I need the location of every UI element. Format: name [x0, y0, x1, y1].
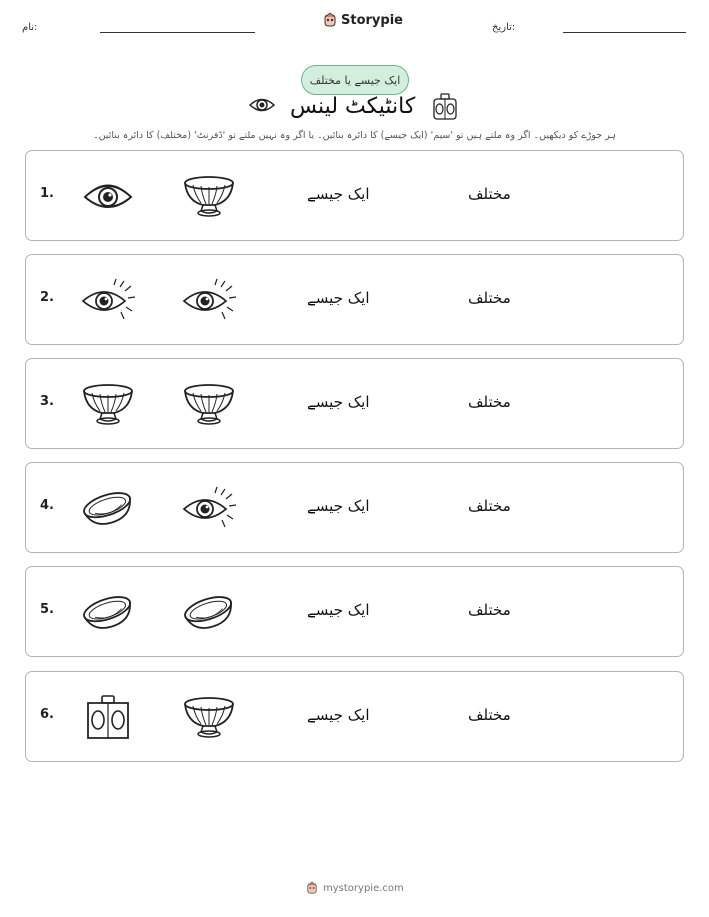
storypie-mascot-icon	[323, 12, 337, 28]
footer-url[interactable]: mystorypie.com	[323, 882, 404, 894]
bowl-icon	[181, 381, 237, 427]
same-option[interactable]: ایک جیسے	[307, 601, 370, 619]
worksheet-type-badge: ایک جیسے یا مختلف	[301, 65, 409, 95]
storypie-mascot-icon	[306, 881, 318, 895]
bowl-icon	[80, 381, 136, 427]
exercise-row	[25, 671, 684, 762]
same-option[interactable]: ایک جیسے	[307, 185, 370, 203]
same-option[interactable]: ایک جیسے	[307, 706, 370, 724]
eye-icon	[249, 96, 275, 114]
exercise-row	[25, 462, 684, 553]
exercise-row	[25, 150, 684, 241]
lens-icon	[80, 589, 136, 635]
name-label: نام:	[22, 22, 38, 33]
sparkle-eye-icon	[181, 485, 237, 531]
different-option[interactable]: مختلف	[468, 393, 511, 411]
brand-name: Storypie	[341, 12, 403, 28]
lens-case-icon	[80, 694, 136, 740]
lens-case-icon	[432, 93, 458, 121]
page-title: کانٹیکٹ لینس	[290, 94, 416, 119]
different-option[interactable]: مختلف	[468, 601, 511, 619]
different-option[interactable]: مختلف	[468, 706, 511, 724]
brand-logo	[323, 12, 403, 28]
date-line[interactable]	[563, 32, 686, 33]
different-option[interactable]: مختلف	[468, 289, 511, 307]
exercise-number: 3.	[40, 394, 54, 409]
eye-icon	[80, 173, 136, 219]
different-option[interactable]: مختلف	[468, 497, 511, 515]
bowl-icon	[181, 173, 237, 219]
exercise-row	[25, 566, 684, 657]
exercise-row	[25, 254, 684, 345]
sparkle-eye-icon	[181, 277, 237, 323]
footer	[306, 881, 404, 895]
bowl-icon	[181, 694, 237, 740]
same-option[interactable]: ایک جیسے	[307, 393, 370, 411]
same-option[interactable]: ایک جیسے	[307, 289, 370, 307]
exercise-number: 4.	[40, 498, 54, 513]
name-line[interactable]	[100, 32, 255, 33]
exercise-number: 5.	[40, 602, 54, 617]
sparkle-eye-icon	[80, 277, 136, 323]
lens-icon	[181, 589, 237, 635]
different-option[interactable]: مختلف	[468, 185, 511, 203]
instructions: ہر جوڑے کو دیکھیں۔ اگر وہ ملتے ہیں تو 'سیم' (ایک جیسے) کا دائرہ بنائیں۔ یا اگر وہ نہیں ملتے تو 'ڈفرنٹ' (مختلف) کا دائرہ بنائیں۔	[93, 130, 616, 141]
exercise-number: 2.	[40, 290, 54, 305]
exercise-number: 6.	[40, 707, 54, 722]
title-row	[0, 92, 709, 124]
exercise-number: 1.	[40, 186, 54, 201]
same-option[interactable]: ایک جیسے	[307, 497, 370, 515]
lens-icon	[80, 485, 136, 531]
exercise-row	[25, 358, 684, 449]
date-label: تاریخ:	[492, 22, 516, 33]
